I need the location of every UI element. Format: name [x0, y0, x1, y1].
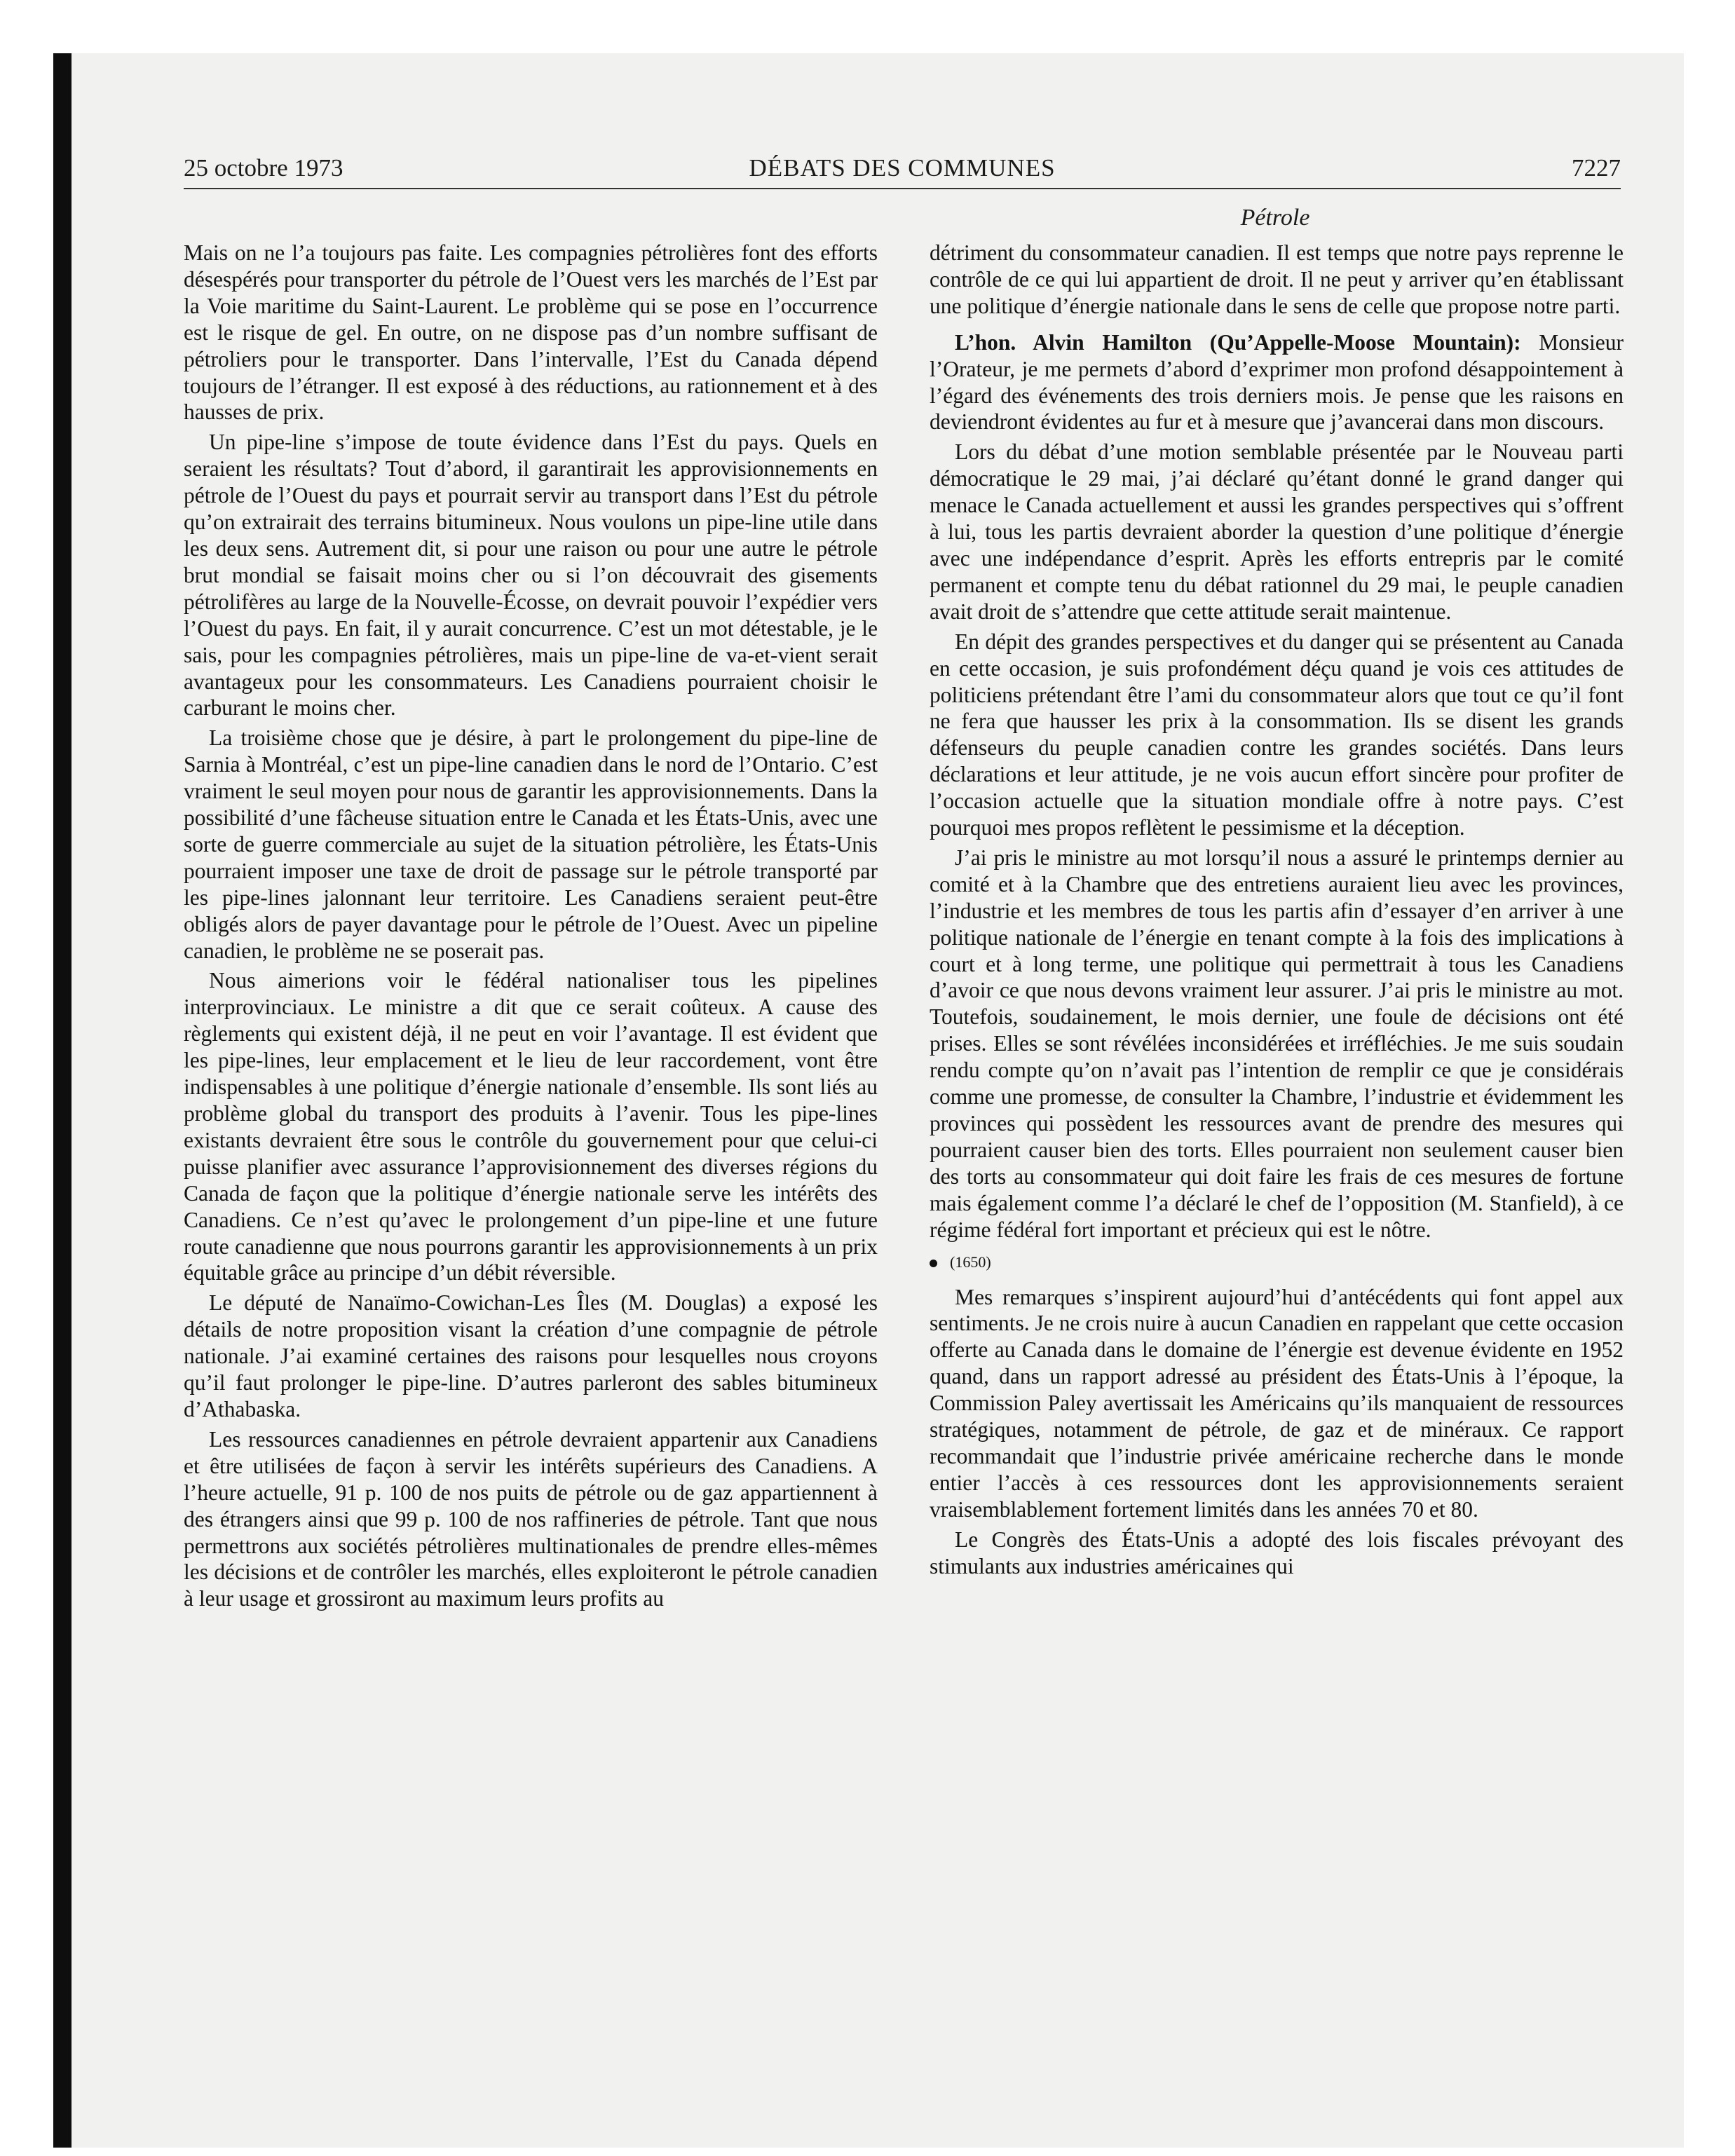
paragraph: Mes remarques s’inspirent aujourd’hui d’antécédents qui font appel aux sentiments. Je ne crois nuire à aucun Canadien en rappelant que cette occasion offerte au Canada dans le domaine de l’énergie est devenue évidente en 1952 quand, dans un rapport adressé au président des États-Unis à l’époque, la Commission Paley avertissait les Américains qu’ils manquaient de ressources stratégiques, notamment de pétrole, de gaz et de minéraux. Ce rapport recommandait que l’industrie privée américaine recherche dans le monde entier l’accès à ces ressources dont les approvisionnements seraient vraisemblablement fortement limités dans les années 70 et 80.	[930, 1284, 1624, 1522]
scan-edge-shadow	[53, 53, 72, 2148]
header-date: 25 octobre 1973	[184, 154, 343, 182]
left-column	[184, 240, 878, 1612]
paragraph: Le député de Nanaïmo-Cowichan-Les Îles (M. Douglas) a exposé les détails de notre proposition visant la création d’une compagnie de pétrole nationale. J’ai examiné certaines des raisons pour lesquelles nous croyons qu’il faut prolonger le pipe-line. D’autres parleront des sables bitumineux d’Athabaska.	[184, 1290, 878, 1421]
paragraph: Les ressources canadiennes en pétrole devraient appartenir aux Canadiens et être utilisées de façon à servir les intérêts supérieurs des Canadiens. A l’heure actuelle, 91 p. 100 de nos puits de pétrole ou de gaz appartiennent à des étrangers ainsi que 99 p. 100 de nos raffineries de pétrole. Tant que nous permettrons aux sociétés pétrolières multinationales de prendre elles-mêmes les décisions et de contrôler les marchés, elles exploiteront le pétrole canadien à leur usage et grossiront au maximum leurs profits au	[184, 1426, 878, 1611]
paragraph: Mais on ne l’a toujours pas faite. Les compagnies pétrolières font des efforts désespérés pour transporter du pétrole de l’Ouest vers les marchés de l’Est par la Voie maritime du Saint-Laurent. Le problème qui se pose en l’occurrence est le risque de gel. En outre, on ne dispose pas d’un nombre suffisant de pétroliers pour le transporter. Dans l’intervalle, l’Est du Canada dépend toujours de l’étranger. Il est exposé à des réductions, au rationnement et à des hausses de prix.	[184, 240, 878, 425]
paragraph: Nous aimerions voir le fédéral nationaliser tous les pipelines interprovinciaux. Le ministre a dit que ce serait coûteux. A cause des règlements qui existent déjà, il ne peut en voir l’avantage. Il est évident que les pipe-lines, leur emplacement et le lieu de leur raccordement, vont être indispensables à une politique d’énergie nationale d’ensemble. Ils sont liés au problème global du transport des produits à l’avenir. Tous les pipe-lines existants devraient être sous le contrôle du gouvernement pour que celui-ci puisse planifier avec assurance l’approvisionnement des diverses régions du Canada de façon que la politique d’énergie nationale serve les intérêts des Canadiens. Ce n’est qu’avec le prolongement d’un pipe-line et une future route canadienne que nous pourrons garantir les approvisionnements à un prix équitable grâce au principe d’un débit réversible.	[184, 968, 878, 1285]
paragraph: La troisième chose que je désire, à part le prolongement du pipe-line de Sarnia à Montréal, c’est un pipe-line canadien dans le nord de l’Ontario. C’est vraiment le seul moyen pour nous de garantir les approvisionnements. Dans la possibilité d’une fâcheuse situation entre le Canada et les États-Unis, avec une sorte de guerre commerciale au sujet de la situation pétrolière, les États-Unis pourraient imposer une taxe de droit de passage sur le pétrole transporté par les pipe-lines jalonnant leur territoire. Les Canadiens seraient peut-être obligés alors de payer davantage pour le pétrole de l’Ouest. Avec un pipeline canadien, le problème ne se poserait pas.	[184, 725, 878, 963]
running-header	[184, 154, 1621, 189]
speaker-text: Monsieur l’Orateur, je me permets d’abord d’exprimer mon profond désappointement à l’égard des événements des trois derniers mois. Je pense que les raisons en deviendront évidentes au fur et à mesure que j’avancerai dans mon discours.	[930, 329, 1624, 435]
header-rule	[184, 188, 1621, 189]
speaker-paragraph	[930, 329, 1624, 436]
paragraph: Le Congrès des États-Unis a adopté des lois fiscales prévoyant des stimulants aux industries américaines qui	[930, 1527, 1624, 1578]
paragraph: Un pipe-line s’impose de toute évidence dans l’Est du pays. Quels en seraient les résultats? Tout d’abord, il garantirait les approvisionnements en pétrole de l’Ouest du pays et pourrait servir au transport dans l’Est du pétrole qu’on extrairait des terrains bitumineux. Nous voulons un pipe-line utile dans les deux sens. Autrement dit, si pour une raison ou pour une autre le pétrole brut mondial se faisait moins cher ou si l’on découvrait des gisements pétrolifères au large de la Nouvelle-Écosse, on devrait pouvoir l’expédier vers l’Ouest du pays. En fait, il y aurait concurrence. C’est un mot détestable, je le sais, pour les compagnies pétrolières, mais un pipe-line de va-et-vient serait avantageux pour les consommateurs. Les Canadiens pourraient choisir le carburant le moins cher.	[184, 430, 878, 721]
header-page-number: 7227	[1572, 154, 1621, 182]
paragraph: Lors du débat d’une motion semblable présentée par le Nouveau parti démocratique le 29 mai, j’ai déclaré qu’étant donné le grand danger qui menace le Canada actuellement et aussi les grandes perspectives qui s’offrent à lui, tous les partis devraient aborder la question d’une politique d’énergie avec une indépendance d’esprit. Après les efforts entrepris par le comité permanent et compte tenu du débat rationnel du 29 mai, le peuple canadien avait droit de s’attendre que cette attitude serait maintenue.	[930, 439, 1624, 624]
time-marker-label: (1650)	[950, 1253, 991, 1271]
bullet-icon	[930, 1260, 937, 1267]
speaker-name: L’hon. Alvin Hamilton (Qu’Appelle-Moose Mountain):	[955, 329, 1521, 355]
paragraph: J’ai pris le ministre au mot lorsqu’il nous a assuré le printemps dernier au comité et à la Chambre que des entretiens auraient lieu avec les provinces, l’industrie et les membres de tous les partis afin d’essayer d’en arriver à une politique nationale de l’énergie en tenant compte à la fois des implications à court et à long terme, une politique qui permettrait à tous les Canadiens d’avoir ce que nous devons vraiment leur assurer. J’ai pris le ministre au mot. Toutefois, soudainement, le mois dernier, une foule de décisions ont été prises. Elles se sont révélées inconsidérées et irréfléchies. Je me suis soudain rendu compte qu’on n’avait pas l’intention de remplir ce que je considérais comme une promesse, de consulter la Chambre, l’industrie et évidemment les provinces qui possèdent les ressources avant de prendre des mesures qui pourraient causer bien des torts. Elles pourraient non seulement causer bien des torts au consommateur qui doit faire les frais de ces mesures de fortune mais également comme l’a déclaré le chef de l’opposition (M. Stanfield), à ce régime fédéral fort important et précieux qui est le nôtre.	[930, 845, 1624, 1242]
header-journal-title: DÉBATS DES COMMUNES	[749, 154, 1056, 182]
right-column	[930, 240, 1624, 1580]
time-marker	[930, 1252, 1624, 1273]
paragraph-continuation: détriment du consommateur canadien. Il est temps que notre pays reprenne le contrôle de ce qui lui appartient de droit. Il ne peut y arriver qu’en établissant une politique d’énergie nationale dans le sens de celle que propose notre parti.	[930, 240, 1624, 318]
paragraph: En dépit des grandes perspectives et du danger qui se présentent au Canada en cette occasion, je suis profondément déçu quand je vois ces attitudes de politiciens prétendant être l’ami du consommateur alors que tout ce qu’il font ne fera que hausser les prix à la consommation. Ils se disent les grands défenseurs du peuple canadien contre les grandes sociétés. Dans leurs déclarations et leur attitude, je ne vois aucun effort sincère pour profiter de l’occasion actuelle que la situation mondiale offre à notre pays. C’est pourquoi mes propos reflètent le pessimisme et la déception.	[930, 629, 1624, 840]
section-title: Pétrole	[1240, 205, 1310, 231]
